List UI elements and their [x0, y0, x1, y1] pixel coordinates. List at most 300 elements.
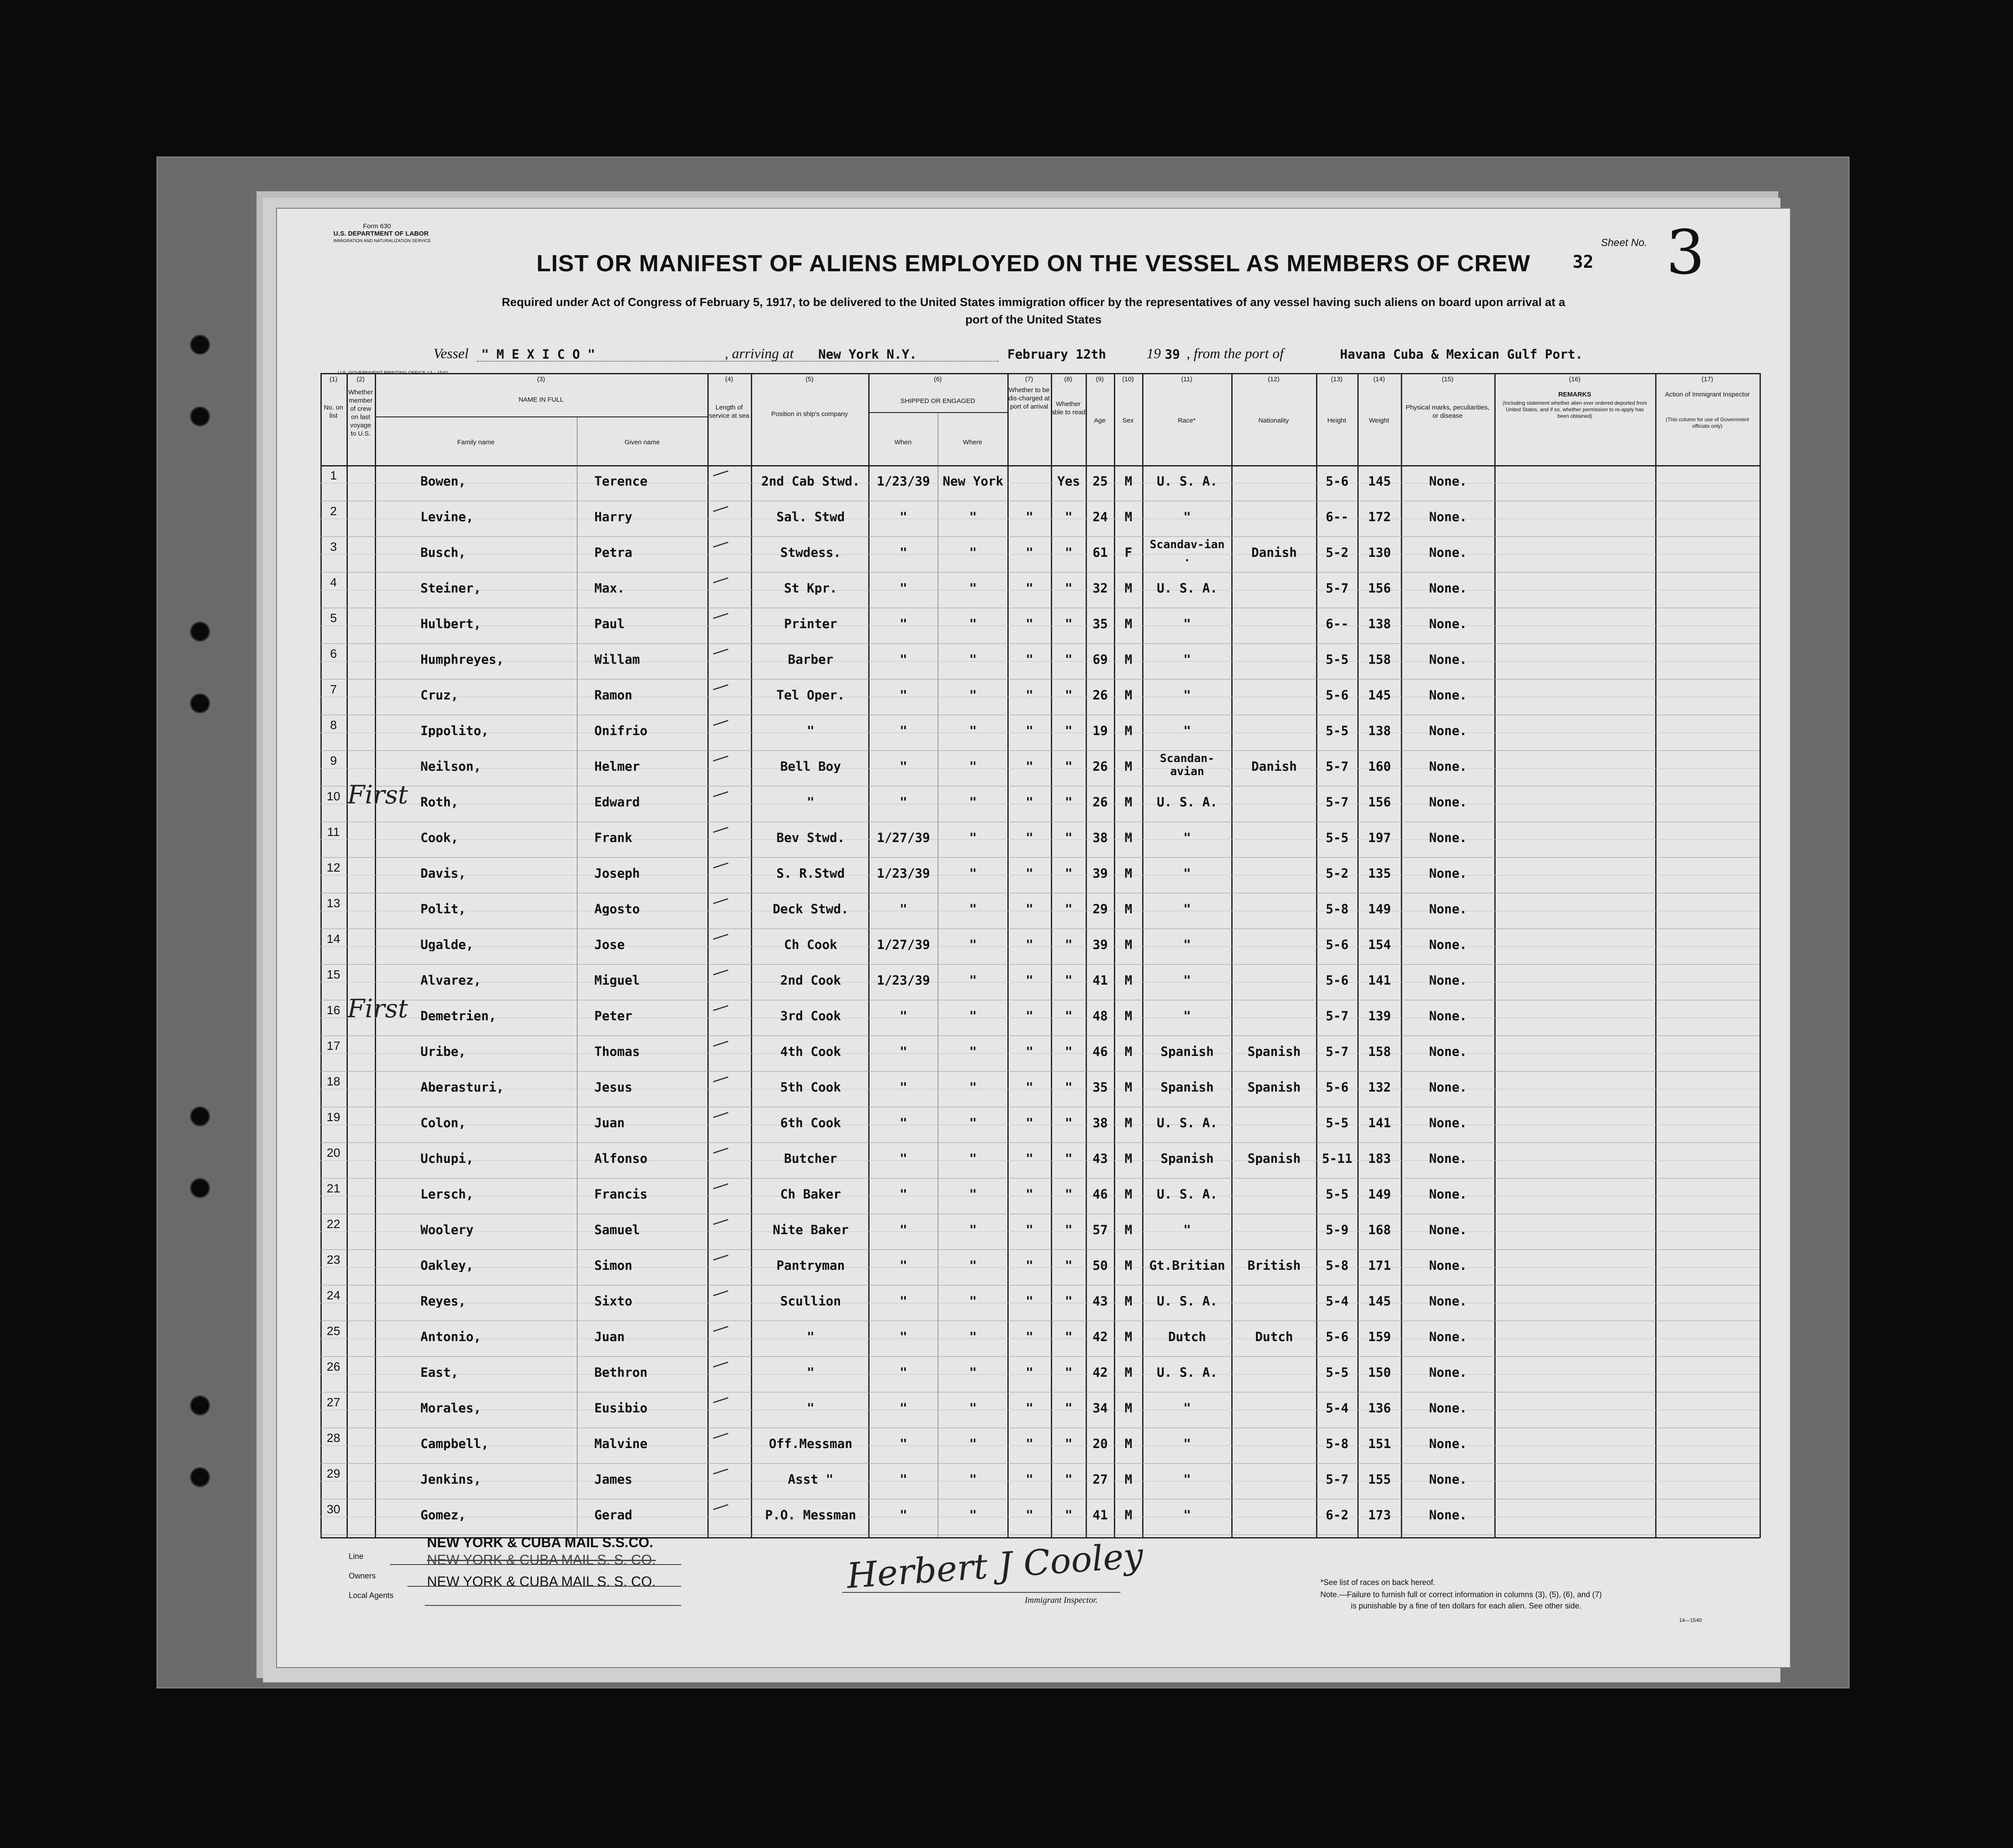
- row-number: 21: [327, 1182, 340, 1195]
- nationality-cell: British: [1247, 1259, 1301, 1272]
- service-check-mark: —: [709, 745, 732, 770]
- sex-cell: M: [1124, 938, 1133, 951]
- row-number: 20: [327, 1146, 340, 1159]
- weight-cell: 160: [1368, 760, 1391, 773]
- shipped-when-cell: ": [900, 724, 907, 737]
- owners-line: [390, 1564, 681, 1565]
- race-cell: ": [1183, 867, 1191, 880]
- able-to-read-cell: ": [1065, 1116, 1073, 1129]
- when-header: When: [894, 439, 912, 446]
- service-check-mark: —: [709, 603, 732, 628]
- col-9-header: Age: [1094, 417, 1106, 424]
- col-9-number: (9): [1096, 376, 1104, 383]
- age-cell: 26: [1093, 760, 1108, 773]
- service: IMMIGRATION AND NATURALIZATION SERVICE: [333, 239, 431, 243]
- race-cell: U. S. A.: [1156, 582, 1218, 595]
- height-cell: 5-5: [1326, 653, 1349, 666]
- given-name-cell: Juan: [594, 1116, 625, 1129]
- age-cell: 57: [1093, 1223, 1108, 1236]
- age-cell: 24: [1093, 510, 1108, 523]
- position-cell: Deck Stwd.: [773, 902, 849, 916]
- sex-cell: M: [1124, 653, 1133, 666]
- sex-cell: M: [1124, 1081, 1133, 1094]
- sex-cell: M: [1124, 1009, 1133, 1022]
- col-8-number: (8): [1064, 376, 1073, 383]
- shipped-where-cell: ": [969, 867, 977, 880]
- shipped-where-cell: ": [969, 1473, 977, 1486]
- physical-marks-cell: None.: [1429, 617, 1467, 630]
- col-4-number: (4): [725, 376, 733, 383]
- service-check-mark: —: [709, 1458, 732, 1483]
- physical-marks-cell: None.: [1429, 689, 1467, 702]
- family-name-cell: Oakley,: [420, 1259, 474, 1272]
- row-number: 3: [330, 540, 337, 553]
- shipped-where-cell: ": [969, 902, 977, 916]
- col-6-header: SHIPPED OR ENGAGED: [900, 397, 975, 405]
- departure-port: Havana Cuba & Mexican Gulf Port.: [1340, 347, 1583, 362]
- given-name-cell: Helmer: [594, 760, 640, 773]
- shipped-where-cell: ": [969, 724, 977, 737]
- family-name-cell: Antonio,: [420, 1330, 481, 1343]
- physical-marks-cell: None.: [1429, 760, 1467, 773]
- position-cell: 4th Cook: [780, 1045, 841, 1058]
- sex-cell: M: [1124, 1473, 1133, 1486]
- weight-cell: 156: [1368, 796, 1391, 809]
- given-name-cell: Alfonso: [594, 1152, 648, 1165]
- sex-cell: M: [1124, 724, 1133, 737]
- age-cell: 42: [1093, 1330, 1108, 1343]
- binder-hole: [190, 622, 210, 642]
- physical-marks-cell: None.: [1429, 1045, 1467, 1058]
- sex-cell: M: [1124, 867, 1133, 880]
- shipped-when-cell: ": [900, 1295, 907, 1308]
- shipped-where-cell: ": [969, 653, 977, 666]
- row-number: 14: [327, 932, 340, 946]
- sex-cell: M: [1124, 1259, 1133, 1272]
- year: 39: [1165, 347, 1180, 362]
- able-to-read-cell: ": [1065, 617, 1073, 630]
- col-15-number: (15): [1442, 376, 1453, 383]
- age-cell: 46: [1093, 1045, 1108, 1058]
- row-rule: [320, 750, 1760, 751]
- height-cell: 5-11: [1322, 1152, 1353, 1165]
- sex-cell: M: [1124, 974, 1133, 987]
- shipped-where-cell: ": [969, 1116, 977, 1129]
- row-number: 8: [330, 718, 337, 732]
- able-to-read-cell: ": [1065, 582, 1073, 595]
- race-cell: ": [1183, 902, 1191, 916]
- shipped-when-cell: ": [900, 1508, 907, 1522]
- col-7-header: Whether to be dis-charged at port of arrival: [1008, 386, 1050, 410]
- row-rule: [320, 643, 1760, 644]
- owners-line-2: [407, 1586, 681, 1587]
- service-check-mark: —: [709, 852, 732, 877]
- height-cell: 5-6: [1326, 689, 1349, 702]
- form-code: 14—1540: [1679, 1617, 1702, 1623]
- height-cell: 5-2: [1326, 546, 1349, 559]
- height-cell: 5-8: [1326, 1437, 1349, 1450]
- family-name-cell: East,: [420, 1366, 459, 1379]
- age-cell: 50: [1093, 1259, 1108, 1272]
- row-number: 16: [327, 1003, 340, 1017]
- family-name-cell: Neilson,: [420, 760, 481, 773]
- col-4-header: Length of service at sea: [709, 404, 750, 420]
- shipped-where-cell: ": [969, 1009, 977, 1022]
- family-name-cell: Ugalde,: [420, 938, 474, 951]
- arriving-label: , arriving at: [725, 346, 794, 362]
- age-cell: 25: [1093, 475, 1108, 488]
- given-name-cell: Willam: [594, 653, 640, 666]
- col-12-number: (12): [1268, 376, 1280, 383]
- service-check-mark: —: [709, 923, 732, 949]
- able-to-read-cell: ": [1065, 1223, 1073, 1236]
- age-cell: 43: [1093, 1295, 1108, 1308]
- service-check-mark: —: [709, 1173, 732, 1198]
- discharged-cell: ": [1026, 938, 1033, 951]
- col-5-number: (5): [805, 376, 814, 383]
- col-2-number: (2): [357, 376, 365, 383]
- physical-marks-cell: None.: [1429, 1295, 1467, 1308]
- height-cell: 5-5: [1326, 831, 1349, 844]
- able-to-read-cell: ": [1065, 1081, 1073, 1094]
- race-cell: ": [1183, 1437, 1191, 1450]
- age-cell: 26: [1093, 689, 1108, 702]
- age-cell: 48: [1093, 1009, 1108, 1022]
- family-name-cell: Alvarez,: [420, 974, 481, 987]
- height-cell: 6--: [1326, 617, 1349, 630]
- row-number: 10: [327, 789, 340, 803]
- weight-cell: 155: [1368, 1473, 1391, 1486]
- nationality-cell: Spanish: [1247, 1081, 1301, 1094]
- family-name-cell: Campbell,: [420, 1437, 489, 1450]
- position-cell: 6th Cook: [780, 1116, 841, 1129]
- discharged-cell: ": [1026, 1330, 1033, 1343]
- department: U.S. DEPARTMENT OF LABOR: [333, 230, 429, 237]
- col-7-number: (7): [1025, 376, 1033, 383]
- family-name-cell: Steiner,: [420, 582, 481, 595]
- physical-marks-cell: None.: [1429, 1081, 1467, 1094]
- position-cell: Off.Messman: [769, 1437, 853, 1450]
- race-cell: Gt.Britian: [1149, 1259, 1225, 1272]
- weight-cell: 173: [1368, 1508, 1391, 1522]
- binder-hole: [190, 1178, 210, 1198]
- row-number: 23: [327, 1253, 340, 1266]
- race-cell: U. S. A.: [1156, 475, 1218, 488]
- sex-cell: M: [1124, 1330, 1133, 1343]
- height-cell: 5-5: [1326, 1188, 1349, 1201]
- able-to-read-cell: ": [1065, 1508, 1073, 1522]
- row-number: 1: [330, 469, 337, 482]
- shipped-when-cell: ": [900, 760, 907, 773]
- height-cell: 5-5: [1326, 1116, 1349, 1129]
- able-to-read-cell: ": [1065, 546, 1073, 559]
- col-5-header: Position in ship's company: [771, 410, 848, 418]
- discharged-cell: ": [1026, 796, 1033, 809]
- weight-cell: 145: [1368, 689, 1391, 702]
- service-check-mark: —: [709, 1244, 732, 1269]
- discharged-cell: ": [1026, 1295, 1033, 1308]
- manifest-sheet: [276, 208, 1791, 1668]
- weight-cell: 149: [1368, 1188, 1391, 1201]
- row-rule: [320, 1249, 1760, 1250]
- weight-cell: 183: [1368, 1152, 1391, 1165]
- given-name-cell: Max.: [594, 582, 625, 595]
- service-check-mark: —: [709, 816, 732, 842]
- shipped-where-cell: ": [969, 1223, 977, 1236]
- race-cell: ": [1183, 617, 1191, 630]
- shipped-when-cell: ": [900, 1081, 907, 1094]
- shipped-when-cell: ": [900, 1473, 907, 1486]
- discharged-cell: ": [1026, 1009, 1033, 1022]
- row-rule: [320, 536, 1760, 537]
- age-cell: 26: [1093, 796, 1108, 809]
- shipped-when-cell: ": [900, 510, 907, 523]
- given-name-cell: Simon: [594, 1259, 633, 1272]
- given-name-cell: Peter: [594, 1009, 633, 1022]
- height-cell: 5-6: [1326, 1081, 1349, 1094]
- weight-cell: 197: [1368, 831, 1391, 844]
- family-name-cell: Ippolito,: [420, 724, 489, 737]
- sheet-typed: 32: [1573, 252, 1594, 272]
- weight-cell: 159: [1368, 1330, 1391, 1343]
- discharged-cell: ": [1026, 1437, 1033, 1450]
- position-cell: 2nd Cab Stwd.: [761, 475, 860, 488]
- height-cell: 5-6: [1326, 938, 1349, 951]
- able-to-read-cell: ": [1065, 1295, 1073, 1308]
- weight-cell: 156: [1368, 582, 1391, 595]
- shipped-where-cell: ": [969, 1152, 977, 1165]
- last-voyage-note: First: [347, 780, 408, 809]
- col-1-header: No. on list: [323, 404, 343, 420]
- family-name-cell: Hulbert,: [420, 617, 481, 630]
- shipped-where-cell: ": [969, 1508, 977, 1522]
- family-name-cell: Colon,: [420, 1116, 466, 1129]
- height-cell: 5-4: [1326, 1295, 1349, 1308]
- position-cell: Stwdess.: [780, 546, 841, 559]
- discharged-cell: ": [1026, 1366, 1033, 1379]
- penalty-note-2: is punishable by a fine of ten dollars for each alien. See other side.: [1351, 1602, 1582, 1610]
- height-cell: 5-7: [1326, 796, 1349, 809]
- age-cell: 61: [1093, 546, 1108, 559]
- shipped-when-cell: ": [900, 1045, 907, 1058]
- weight-cell: 141: [1368, 1116, 1391, 1129]
- nationality-cell: Dutch: [1255, 1330, 1293, 1343]
- last-voyage-note: First: [347, 994, 408, 1023]
- position-cell: ": [807, 1402, 815, 1415]
- row-number: 15: [327, 968, 340, 981]
- sex-cell: M: [1124, 689, 1133, 702]
- binder-hole: [190, 693, 210, 713]
- family-name-cell: Cook,: [420, 831, 459, 844]
- family-name-cell: Busch,: [420, 546, 466, 559]
- physical-marks-cell: None.: [1429, 724, 1467, 737]
- col-16-number: (16): [1569, 376, 1581, 383]
- discharged-cell: ": [1026, 831, 1033, 844]
- physical-marks-cell: None.: [1429, 1437, 1467, 1450]
- row-rule: [320, 964, 1760, 965]
- year-prefix: 19: [1146, 346, 1161, 362]
- col-8-header: Whether able to read: [1051, 400, 1086, 416]
- given-name-cell: Terence: [594, 475, 648, 488]
- able-to-read-cell: ": [1065, 1330, 1073, 1343]
- position-cell: ": [807, 724, 815, 737]
- weight-cell: 132: [1368, 1081, 1391, 1094]
- physical-marks-cell: None.: [1429, 902, 1467, 916]
- able-to-read-cell: ": [1065, 1473, 1073, 1486]
- height-cell: 5-8: [1326, 1259, 1349, 1272]
- service-check-mark: —: [709, 1102, 732, 1127]
- printing-office: U.S. GOVERNMENT PRINTING OFFICE 14—1540: [338, 370, 448, 376]
- row-number: 4: [330, 576, 337, 589]
- sex-cell: M: [1124, 902, 1133, 916]
- race-cell: ": [1183, 1508, 1191, 1522]
- sex-cell: M: [1124, 1116, 1133, 1129]
- shipped-when-cell: ": [900, 1366, 907, 1379]
- shipped-where-cell: ": [969, 1295, 977, 1308]
- age-cell: 29: [1093, 902, 1108, 916]
- vessel-label: Vessel: [433, 346, 469, 362]
- physical-marks-cell: None.: [1429, 475, 1467, 488]
- discharged-cell: ": [1026, 653, 1033, 666]
- service-check-mark: —: [709, 1280, 732, 1305]
- binder-hole: [190, 335, 210, 355]
- row-number: 30: [327, 1502, 340, 1516]
- col-17-subheader: (This column for use of Government officials only): [1666, 416, 1749, 429]
- shipped-when-cell: ": [900, 796, 907, 809]
- discharged-cell: ": [1026, 1223, 1033, 1236]
- signature-line: [842, 1592, 1120, 1593]
- height-cell: 5-4: [1326, 1402, 1349, 1415]
- discharged-cell: ": [1026, 1508, 1033, 1522]
- race-cell: ": [1183, 1473, 1191, 1486]
- race-cell: Spanish: [1160, 1045, 1214, 1058]
- family-name-cell: Roth,: [420, 796, 459, 809]
- able-to-read-cell: ": [1065, 1366, 1073, 1379]
- col-17-number: (17): [1701, 376, 1713, 383]
- binder-hole: [190, 1106, 210, 1126]
- race-cell: U. S. A.: [1156, 1366, 1218, 1379]
- row-rule: [320, 1142, 1760, 1143]
- col-12-header: Nationality: [1258, 417, 1289, 424]
- service-check-mark: —: [709, 995, 732, 1020]
- row-number: 29: [327, 1467, 340, 1480]
- col-11-number: (11): [1181, 376, 1193, 383]
- age-cell: 38: [1093, 831, 1108, 844]
- col-11-header: Race*: [1178, 417, 1196, 424]
- col-2-header: Whether member of crew on last voyage to U.S.: [348, 389, 373, 437]
- given-name-header: Given name: [624, 439, 660, 446]
- row-number: 22: [327, 1217, 340, 1231]
- given-name-cell: Jose: [594, 938, 625, 951]
- discharged-cell: ": [1026, 546, 1033, 559]
- given-name-cell: Sixto: [594, 1295, 633, 1308]
- discharged-cell: ": [1026, 1188, 1033, 1201]
- service-check-mark: —: [709, 709, 732, 735]
- discharged-cell: ": [1026, 902, 1033, 916]
- service-check-mark: —: [709, 531, 732, 556]
- row-number: 7: [330, 683, 337, 696]
- family-name-cell: Uribe,: [420, 1045, 466, 1058]
- given-name-cell: Joseph: [594, 867, 640, 880]
- position-cell: 2nd Cook: [780, 974, 841, 987]
- local-agents: NEW YORK & CUBA MAIL S. S. CO.: [427, 1574, 656, 1589]
- weight-cell: 158: [1368, 1045, 1391, 1058]
- age-cell: 41: [1093, 1508, 1108, 1522]
- able-to-read-cell: Yes: [1057, 475, 1080, 488]
- sex-cell: M: [1124, 1366, 1133, 1379]
- sex-cell: M: [1124, 1437, 1133, 1450]
- sex-cell: M: [1124, 796, 1133, 809]
- nationality-cell: Spanish: [1247, 1152, 1301, 1165]
- physical-marks-cell: None.: [1429, 1366, 1467, 1379]
- row-rule: [320, 1356, 1760, 1357]
- able-to-read-cell: ": [1065, 653, 1073, 666]
- weight-cell: 145: [1368, 475, 1391, 488]
- binder-hole: [190, 1395, 210, 1415]
- position-cell: ": [807, 1366, 815, 1379]
- shipped-where-cell: ": [969, 689, 977, 702]
- family-name-cell: Gomez,: [420, 1508, 466, 1522]
- form-number: Form 630: [363, 223, 391, 230]
- physical-marks-cell: None.: [1429, 1402, 1467, 1415]
- height-cell: 5-7: [1326, 1473, 1349, 1486]
- weight-cell: 138: [1368, 617, 1391, 630]
- sex-cell: M: [1124, 1223, 1133, 1236]
- race-cell: Dutch: [1168, 1330, 1206, 1343]
- able-to-read-cell: ": [1065, 974, 1073, 987]
- col-14-number: (14): [1373, 376, 1385, 383]
- service-check-mark: —: [709, 1030, 732, 1056]
- shipped-when-cell: ": [900, 1116, 907, 1129]
- weight-cell: 172: [1368, 510, 1391, 523]
- family-name-cell: Levine,: [420, 510, 474, 523]
- given-name-cell: Paul: [594, 617, 625, 630]
- inspector-label: Immigrant Inspector.: [1025, 1595, 1098, 1605]
- row-rule: [320, 1178, 1760, 1179]
- position-cell: 5th Cook: [780, 1081, 841, 1094]
- given-name-cell: Onifrio: [594, 724, 648, 737]
- shipped-when-cell: ": [900, 582, 907, 595]
- able-to-read-cell: ": [1065, 689, 1073, 702]
- given-name-cell: Francis: [594, 1188, 648, 1201]
- discharged-cell: ": [1026, 1116, 1033, 1129]
- physical-marks-cell: None.: [1429, 510, 1467, 523]
- line-label: Line: [349, 1552, 364, 1561]
- given-name-cell: Frank: [594, 831, 633, 844]
- race-cell: U. S. A.: [1156, 1116, 1218, 1129]
- col-10-header: Sex: [1122, 417, 1134, 424]
- given-name-cell: Juan: [594, 1330, 625, 1343]
- given-name-cell: Agosto: [594, 902, 640, 916]
- age-cell: 42: [1093, 1366, 1108, 1379]
- physical-marks-cell: None.: [1429, 1116, 1467, 1129]
- shipped-when-cell: 1/27/39: [877, 938, 930, 951]
- discharged-cell: ": [1026, 1259, 1033, 1272]
- arriving-port: New York N.Y.: [818, 347, 917, 362]
- able-to-read-cell: ": [1065, 1402, 1073, 1415]
- owners-label: Owners: [349, 1572, 376, 1580]
- given-name-cell: Jesus: [594, 1081, 633, 1094]
- given-name-cell: Petra: [594, 546, 633, 559]
- sex-cell: M: [1124, 582, 1133, 595]
- shipped-where-cell: ": [969, 831, 977, 844]
- age-cell: 19: [1093, 724, 1108, 737]
- discharged-cell: ": [1026, 1473, 1033, 1486]
- given-name-cell: Bethron: [594, 1366, 648, 1379]
- able-to-read-cell: ": [1065, 1437, 1073, 1450]
- col-6-number: (6): [933, 376, 942, 383]
- shipped-when-cell: ": [900, 689, 907, 702]
